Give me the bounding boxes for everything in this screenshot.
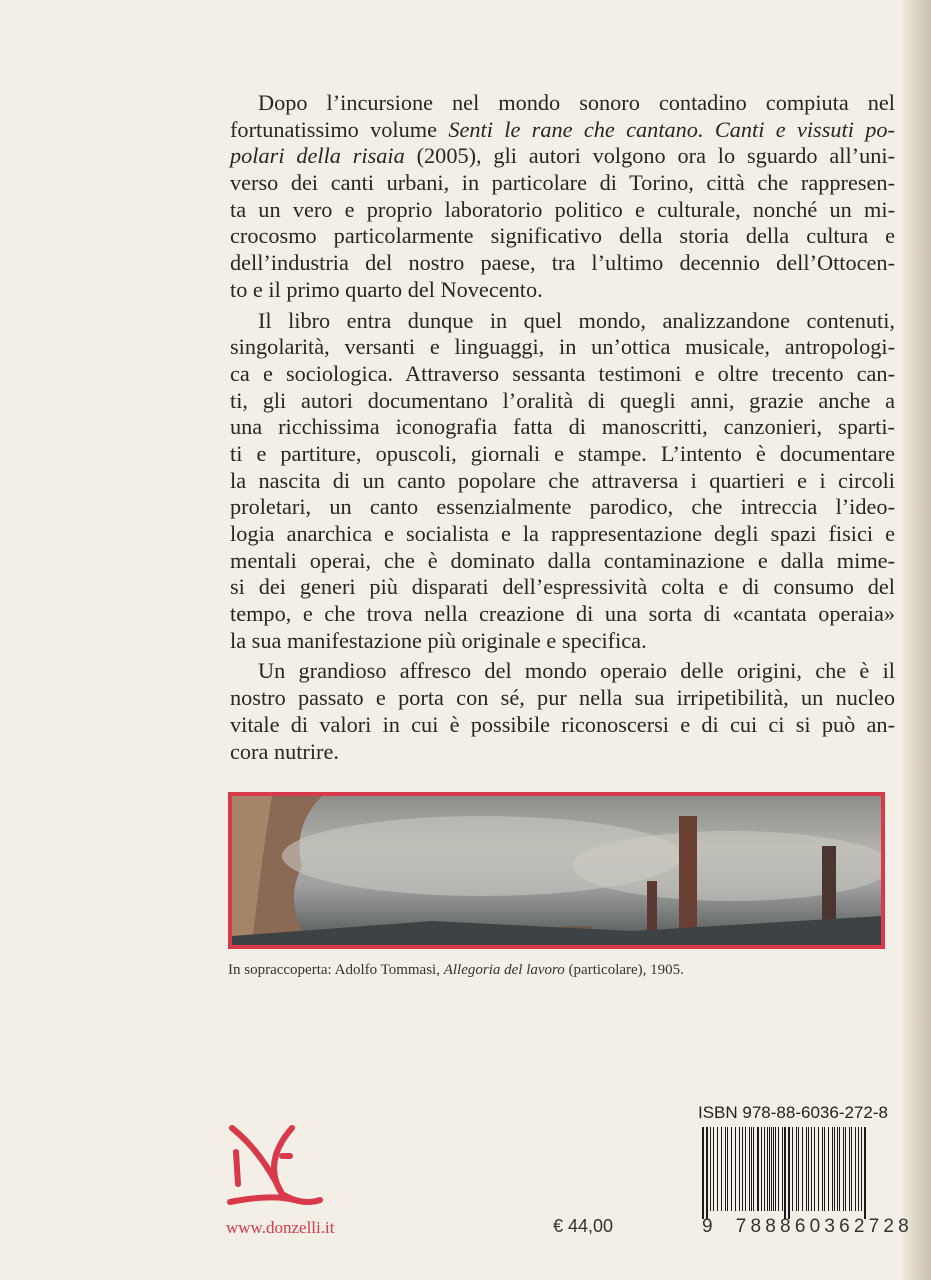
barcode-bar [742,1127,743,1211]
barcode-bar [778,1127,779,1211]
barcode-bar [739,1127,740,1211]
barcode-bar [811,1127,812,1211]
text-line [230,658,895,685]
text-line [230,308,895,335]
text-line [230,601,895,628]
paragraph [230,90,895,304]
barcode-bar [753,1127,754,1211]
barcode-bar [822,1127,823,1211]
text-segment: ti e partiture, opuscoli, giornali e stampe. L’intento è documentare [230,440,895,466]
text-line [230,521,895,548]
barcode-first-digit: 9 [702,1216,717,1237]
text-line [230,117,895,144]
text-segment: cora nutrire. [230,738,339,764]
barcode [700,1127,872,1219]
text-line [230,361,895,388]
caption-prefix: In sopraccoperta: Adolfo Tommasi, [228,962,444,978]
barcode-bar [788,1127,790,1219]
cover-caption [228,962,684,979]
barcode-bar [839,1127,840,1211]
text-line [230,739,895,766]
text-line [230,628,895,655]
price: € 44,00 [553,1216,614,1236]
barcode-bar [784,1127,786,1219]
text-segment: dell’industria del nostro paese, tra l’ultimo decennio dell’Ottocen- [230,250,895,276]
text-segment: mentali operai, che è dominato dalla contaminazione e dalla mime- [230,547,895,573]
text-line [230,250,895,277]
barcode-bar [702,1127,704,1219]
text-line [230,90,895,117]
barcode-bar [773,1127,774,1211]
barcode-bar [775,1127,776,1211]
text-line [230,388,895,415]
barcode-bar [761,1127,762,1211]
italic-title-segment: Senti le rane che cantano. Canti e vissuti po- [448,116,895,142]
barcode-bar [837,1127,838,1211]
text-segment: la sua manifestazione più originale e specifica. [230,627,647,653]
barcode-bar [851,1127,852,1211]
barcode-bar [808,1127,809,1211]
barcode-bar [721,1127,722,1211]
barcode-bar [818,1127,819,1211]
blurb-text [230,90,895,769]
text-line [230,548,895,575]
barcode-bar [849,1127,850,1211]
barcode-number: 788860362728 [735,1216,913,1237]
barcode-bar [843,1127,844,1211]
barcode-bar [731,1127,732,1211]
italic-title-segment: polari della risaia [230,143,405,169]
barcode-bar [727,1127,728,1211]
barcode-bar [798,1127,799,1211]
text-line [230,574,895,601]
barcode-bar [735,1127,736,1211]
text-line [230,170,895,197]
text-line [230,143,895,170]
text-segment: ti, gli autori documentano l’oralità di quegli anni, grazie anche a [230,387,895,413]
text-line [230,494,895,521]
barcode-bar [767,1127,768,1211]
isbn: ISBN 978-88-6036-272-8 [698,1103,888,1122]
barcode-bar [749,1127,750,1211]
text-line [230,223,895,250]
barcode-bar [757,1127,759,1211]
barcode-bar [796,1127,797,1211]
factory-chimneys-image [232,796,881,945]
paragraph [230,658,895,765]
text-segment: fortunatissimo volume [230,116,449,142]
paragraph [230,308,895,655]
barcode-bar [834,1127,835,1211]
text-line [230,712,895,739]
barcode-bar [751,1127,752,1211]
caption-artwork-title: Allegoria del lavoro [443,962,565,978]
text-segment: la nascita di un canto popolare che attraversa i quartieri e i circoli [230,467,895,493]
text-segment: proletari, un canto essenzialmente parodico, che intreccia l’ideo- [230,494,895,520]
text-segment: verso dei canti urbani, in particolare di Torino, città che rappresen- [230,170,895,196]
barcode-bar [769,1127,770,1211]
barcode-bar [725,1127,726,1211]
text-segment: una ricchissima iconografia fatta di manoscritti, canzonieri, sparti- [230,414,895,440]
text-segment: (2005), gli autori volgono ora lo sguardo all’uni- [404,143,895,169]
caption-suffix: (particolare), 1905. [564,962,684,978]
text-segment: vitale di valori in cui è possibile riconoscersi e di cui ci si può an- [230,711,895,737]
barcode-bar [855,1127,856,1211]
barcode-bar [824,1127,825,1211]
barcode-bar [792,1127,793,1211]
text-line [230,334,895,361]
text-line [230,414,895,441]
text-segment: Un grandioso affresco del mondo operaio delle origini, che è il [258,658,895,684]
text-segment: ta un vero e proprio laboratorio politico e culturale, nonché un mi- [230,196,895,222]
barcode-bar [764,1127,765,1211]
publisher-url[interactable]: www.donzelli.it [226,1218,335,1237]
text-line [230,441,895,468]
text-segment: to e il primo quarto del Novecento. [230,276,543,302]
barcode-bar [802,1127,803,1211]
text-segment: logia anarchica e socialista e la rappresentazione degli spazi fisici e [230,521,895,546]
barcode-bar [782,1127,783,1211]
barcode-bar [713,1127,714,1211]
text-segment: singolarità, versanti e linguaggi, in un’ottica musicale, antropologi- [230,334,895,360]
barcode-bar [845,1127,846,1211]
barcode-bar [806,1127,807,1211]
text-segment: Dopo l’incursione nel mondo sonoro contadino compiuta nel [258,90,895,115]
barcode-bar [832,1127,833,1211]
text-line [230,197,895,224]
donzelli-logo [222,1122,342,1212]
book-spine-edge [903,0,931,1280]
text-segment: crocosmo particolarmente significativo della storia della cultura e [230,223,895,249]
text-line [230,468,895,495]
barcode-bar [861,1127,862,1211]
barcode-bar [771,1127,772,1211]
text-segment: ca e sociologica. Attraverso sessanta testimoni e oltre trecento can- [230,360,895,386]
barcode-bar [828,1127,829,1211]
barcode-bar [864,1127,866,1219]
text-line [230,685,895,712]
barcode-bar [858,1127,859,1211]
barcode-bar [814,1127,815,1211]
text-segment: Il libro entra dunque in quel mondo, analizzandone contenuti, [258,307,895,333]
barcode-bar [710,1127,711,1211]
text-segment: nostro passato e porta con sé, pur nella sua irripetibilità, un nucleo [230,685,895,711]
barcode-digits [702,1216,913,1238]
barcode-bar [706,1127,708,1219]
text-line [230,277,895,304]
barcode-bar [717,1127,718,1211]
cover-painting-detail [228,792,885,949]
text-segment: si dei generi più disparati dell’espressività colta e di consumo del [230,574,895,600]
text-segment: tempo, e che trova nella creazione di una sorta di «cantata operaia» [230,601,895,627]
barcode-bar [745,1127,746,1211]
